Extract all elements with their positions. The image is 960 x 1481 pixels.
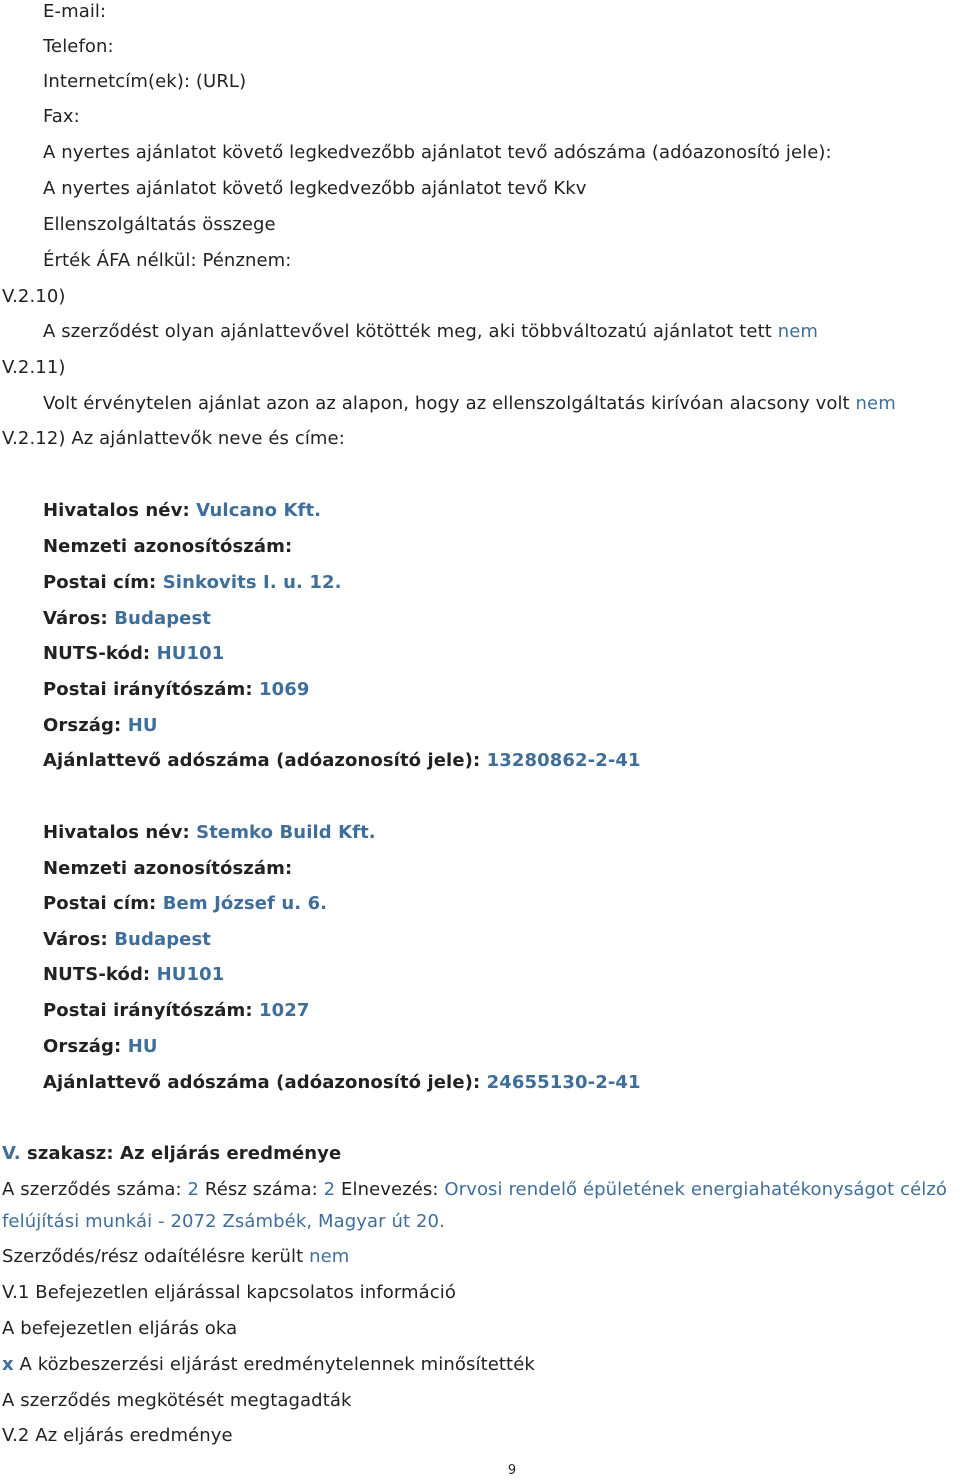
section-v211-heading: V.2.11) (2, 357, 66, 378)
bidder-1-country-row (43, 714, 158, 738)
reason-option-refused: A szerződés megkötését megtagadták (2, 1390, 352, 1411)
bidder-2-city: Budapest (114, 929, 212, 950)
awarded-row (2, 1245, 349, 1269)
page-number: 9 (507, 1463, 517, 1478)
bidder-2-address-row (43, 892, 327, 916)
bidder-1-city-row (43, 607, 211, 631)
bidder-2-country: HU (127, 1036, 158, 1057)
section-v211-value: nem (855, 393, 896, 414)
section-v211-row (43, 392, 896, 416)
title-label: Elnevezés: (341, 1179, 439, 1200)
contract-info-row (2, 1178, 947, 1202)
bidder-2-city-row (43, 928, 211, 952)
postcode-label: Postai irányítószám: (43, 1000, 253, 1021)
bidder-2-nuts: HU101 (156, 964, 225, 985)
contract-title-line-1: Orvosi rendelő épületének energiahatékonyságot célzó (444, 1179, 948, 1200)
section-v212-heading: V.2.12) Az ajánlattevők neve és címe: (2, 428, 345, 449)
bidder-1-tax: 13280862-2-41 (486, 750, 641, 771)
bidder-2-postcode-row (43, 999, 310, 1023)
address-label: Postai cím: (43, 572, 157, 593)
reason-option-unsuccessful (2, 1353, 535, 1377)
nuts-label: NUTS-kód: (43, 964, 151, 985)
section-v210-text: A szerződést olyan ajánlattevővel kötötték meg, aki többváltozatú ajánlatot tett (43, 321, 772, 342)
section-v2-heading: V.2 Az eljárás eredménye (2, 1425, 233, 1446)
city-label: Város: (43, 929, 108, 950)
tax-label: Ajánlattevő adószáma (adóazonosító jele): (43, 750, 481, 771)
section-v-heading (2, 1142, 341, 1166)
section-v-heading-text: szakasz: Az eljárás eredménye (20, 1143, 342, 1164)
phone-label: Telefon: (43, 36, 114, 57)
bidder-2-nuts-row (43, 963, 224, 987)
bidder-1-city: Budapest (114, 608, 212, 629)
bidder-1-name: Vulcano Kft. (196, 500, 322, 521)
contract-number-label: A szerződés száma: (2, 1179, 182, 1200)
next-bidder-tax-label: A nyertes ajánlatot követő legkedvezőbb ajánlatot tevő adószáma (adóazonosító jele): (43, 142, 832, 163)
name-label: Hivatalos név: (43, 500, 190, 521)
bidder-1-name-row (43, 499, 321, 523)
checked-mark: x (2, 1354, 14, 1375)
section-v-heading-prefix: V. (2, 1143, 21, 1164)
bidder-2-postcode: 1027 (259, 1000, 310, 1021)
city-label: Város: (43, 608, 108, 629)
bidder-1-nuts: HU101 (156, 643, 225, 664)
contract-number: 2 (187, 1179, 200, 1200)
section-v210-row (43, 320, 818, 344)
bidder-2-national-id-label: Nemzeti azonosítószám: (43, 858, 293, 879)
email-label: E-mail: (43, 1, 107, 22)
postcode-label: Postai irányítószám: (43, 679, 253, 700)
bidder-1-address: Sinkovits I. u. 12. (162, 572, 342, 593)
tax-label: Ajánlattevő adószáma (adóazonosító jele): (43, 1072, 481, 1093)
section-v1-heading: V.1 Befejezetlen eljárással kapcsolatos információ (2, 1282, 456, 1303)
next-bidder-kkv-label: A nyertes ajánlatot követő legkedvezőbb ajánlatot tevő Kkv (43, 178, 587, 199)
bidder-2-tax: 24655130-2-41 (486, 1072, 641, 1093)
bidder-1-postcode: 1069 (259, 679, 310, 700)
bidder-2-country-row (43, 1035, 158, 1059)
awarded-label: Szerződés/rész odaítélésre került (2, 1246, 304, 1267)
contract-title-line-2: felújítási munkái - 2072 Zsámbék, Magyar út 20. (2, 1211, 445, 1232)
unfinished-reason-label: A befejezetlen eljárás oka (2, 1318, 238, 1339)
consideration-label: Ellenszolgáltatás összege (43, 214, 276, 235)
bidder-2-name-row (43, 821, 376, 845)
fax-label: Fax: (43, 106, 80, 127)
bidder-1-tax-row (43, 749, 641, 773)
value-currency-label: Érték ÁFA nélkül: Pénznem: (43, 250, 292, 271)
part-number-label: Rész száma: (204, 1179, 318, 1200)
section-v211-text: Volt érvénytelen ajánlat azon az alapon, hogy az ellenszolgáltatás kirívóan alacsony volt (43, 393, 850, 414)
country-label: Ország: (43, 1036, 122, 1057)
bidder-1-nuts-row (43, 642, 224, 666)
name-label: Hivatalos név: (43, 822, 190, 843)
bidder-2-tax-row (43, 1071, 641, 1095)
awarded-value: nem (309, 1246, 350, 1267)
nuts-label: NUTS-kód: (43, 643, 151, 664)
bidder-1-postcode-row (43, 678, 310, 702)
section-v210-value: nem (777, 321, 819, 342)
section-v210-heading: V.2.10) (2, 286, 66, 307)
country-label: Ország: (43, 715, 122, 736)
bidder-1-national-id-label: Nemzeti azonosítószám: (43, 536, 293, 557)
bidder-2-address: Bem József u. 6. (162, 893, 328, 914)
reason-option-unsuccessful-text: A közbeszerzési eljárást eredménytelennek minősítették (13, 1354, 535, 1375)
url-label: Internetcím(ek): (URL) (43, 71, 247, 92)
bidder-1-country: HU (127, 715, 158, 736)
bidder-1-address-row (43, 571, 342, 595)
bidder-2-name: Stemko Build Kft. (196, 822, 376, 843)
address-label: Postai cím: (43, 893, 157, 914)
part-number: 2 (323, 1179, 336, 1200)
